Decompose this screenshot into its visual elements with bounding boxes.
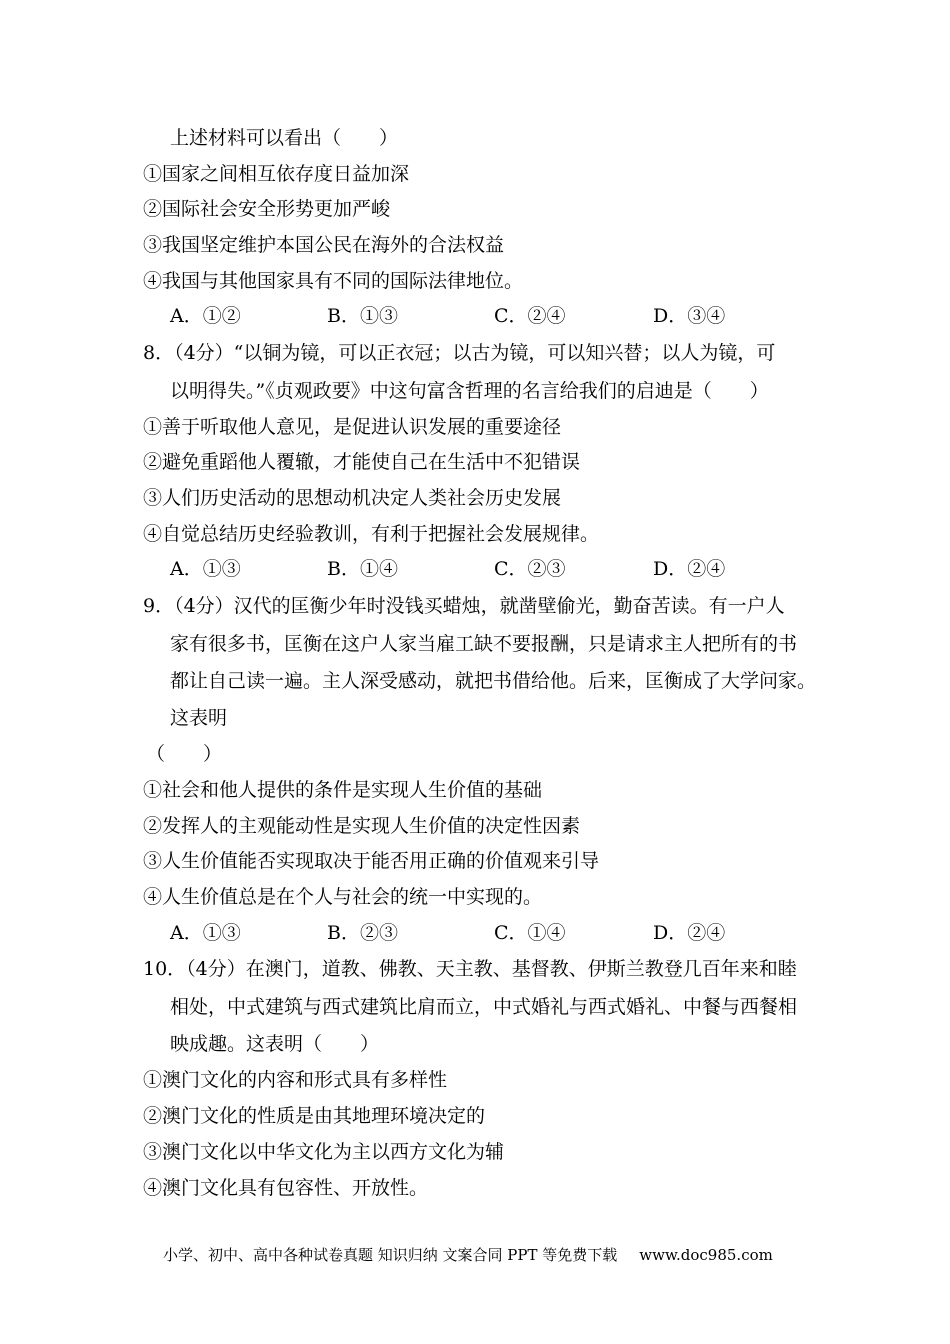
page-footer — [163, 1245, 773, 1265]
q9-option-a[interactable]: A．①③ — [170, 922, 241, 944]
q7-item-1: ①国家之间相互依存度日益加深 — [143, 163, 410, 185]
q9-item-3: ③人生价值能否实现取决于能否用正确的价值观来引导 — [143, 850, 600, 872]
q10-stem-line-1: 10．（4分）在澳门，道教、佛教、天主教、基督教、伊斯兰教登几百年来和睦 — [143, 958, 797, 980]
q7-option-c[interactable]: C．②④ — [494, 305, 566, 327]
q9-item-4: ④人生价值总是在个人与社会的统一中实现的。 — [143, 886, 543, 908]
q9-option-c[interactable]: C．①④ — [494, 922, 566, 944]
q8-stem-line-1: 8．（4分）“以铜为镜，可以正衣冠；以古为镜，可以知兴替；以人为镜，可 — [143, 342, 776, 364]
q9-stem-line-1: 9．（4分）汉代的匡衡少年时没钱买蜡烛，就凿壁偷光，勤奋苦读。有一户人 — [143, 595, 785, 617]
q8-item-2: ②避免重蹈他人覆辙，才能使自己在生活中不犯错误 — [143, 451, 581, 473]
q9-item-2: ②发挥人的主观能动性是实现人生价值的决定性因素 — [143, 815, 581, 837]
q10-item-1: ①澳门文化的内容和形式具有多样性 — [143, 1069, 448, 1091]
q10-item-4: ④澳门文化具有包容性、开放性。 — [143, 1177, 429, 1199]
q10-stem-line-2: 相处，中式建筑与西式建筑比肩而立，中式婚礼与西式婚礼、中餐与西餐相 — [170, 996, 798, 1018]
q7-item-2: ②国际社会安全形势更加严峻 — [143, 198, 391, 220]
q8-options — [170, 557, 870, 581]
q8-option-b[interactable]: B．①④ — [327, 558, 398, 580]
footer-text: 小学、初中、高中各种试卷真题 知识归纳 文案合同 PPT 等免费下载 — [163, 1246, 618, 1264]
q9-item-1: ①社会和他人提供的条件是实现人生价值的基础 — [143, 779, 543, 801]
q9-option-d[interactable]: D．②④ — [653, 922, 726, 944]
q9-stem-line-4: 这表明 — [170, 707, 228, 729]
q8-stem-line-2: 以明得失。”《贞观政要》中这句富含哲理的名言给我们的启迪是（ ） — [170, 380, 769, 402]
q9-stem-line-2: 家有很多书，匡衡在这户人家当雇工缺不要报酬，只是请求主人把所有的书 — [170, 633, 798, 655]
q8-item-3: ③人们历史活动的思想动机决定人类社会历史发展 — [143, 487, 562, 509]
q9-stem-line-5: （ ） — [146, 743, 223, 765]
q8-option-d[interactable]: D．②④ — [653, 558, 726, 580]
q10-item-3: ③澳门文化以中华文化为主以西方文化为辅 — [143, 1141, 505, 1163]
q10-item-2: ②澳门文化的性质是由其地理环境决定的 — [143, 1105, 486, 1127]
q7-item-3: ③我国坚定维护本国公民在海外的合法权益 — [143, 234, 505, 256]
q7-option-d[interactable]: D．③④ — [653, 305, 726, 327]
q9-option-b[interactable]: B．②③ — [327, 922, 398, 944]
q7-option-b[interactable]: B．①③ — [327, 305, 398, 327]
q7-option-a[interactable]: A．①② — [170, 305, 241, 327]
q9-options — [170, 921, 870, 945]
q7-item-4: ④我国与其他国家具有不同的国际法律地位。 — [143, 270, 524, 292]
q8-option-c[interactable]: C．②③ — [494, 558, 566, 580]
q9-stem-line-3: 都让自己读一遍。主人深受感动，就把书借给他。后来，匡衡成了大学问家。 — [170, 670, 817, 692]
q8-item-1: ①善于听取他人意见，是促进认识发展的重要途径 — [143, 416, 562, 438]
q10-stem-line-3: 映成趣。这表明（ ） — [170, 1033, 380, 1055]
footer-url[interactable]: www.doc985.com — [639, 1246, 773, 1264]
q8-item-4: ④自觉总结历史经验教训，有利于把握社会发展规律。 — [143, 523, 600, 545]
q7-stem: 上述材料可以看出（ ） — [170, 127, 399, 149]
q7-options — [170, 304, 870, 328]
q8-option-a[interactable]: A．①③ — [170, 558, 241, 580]
